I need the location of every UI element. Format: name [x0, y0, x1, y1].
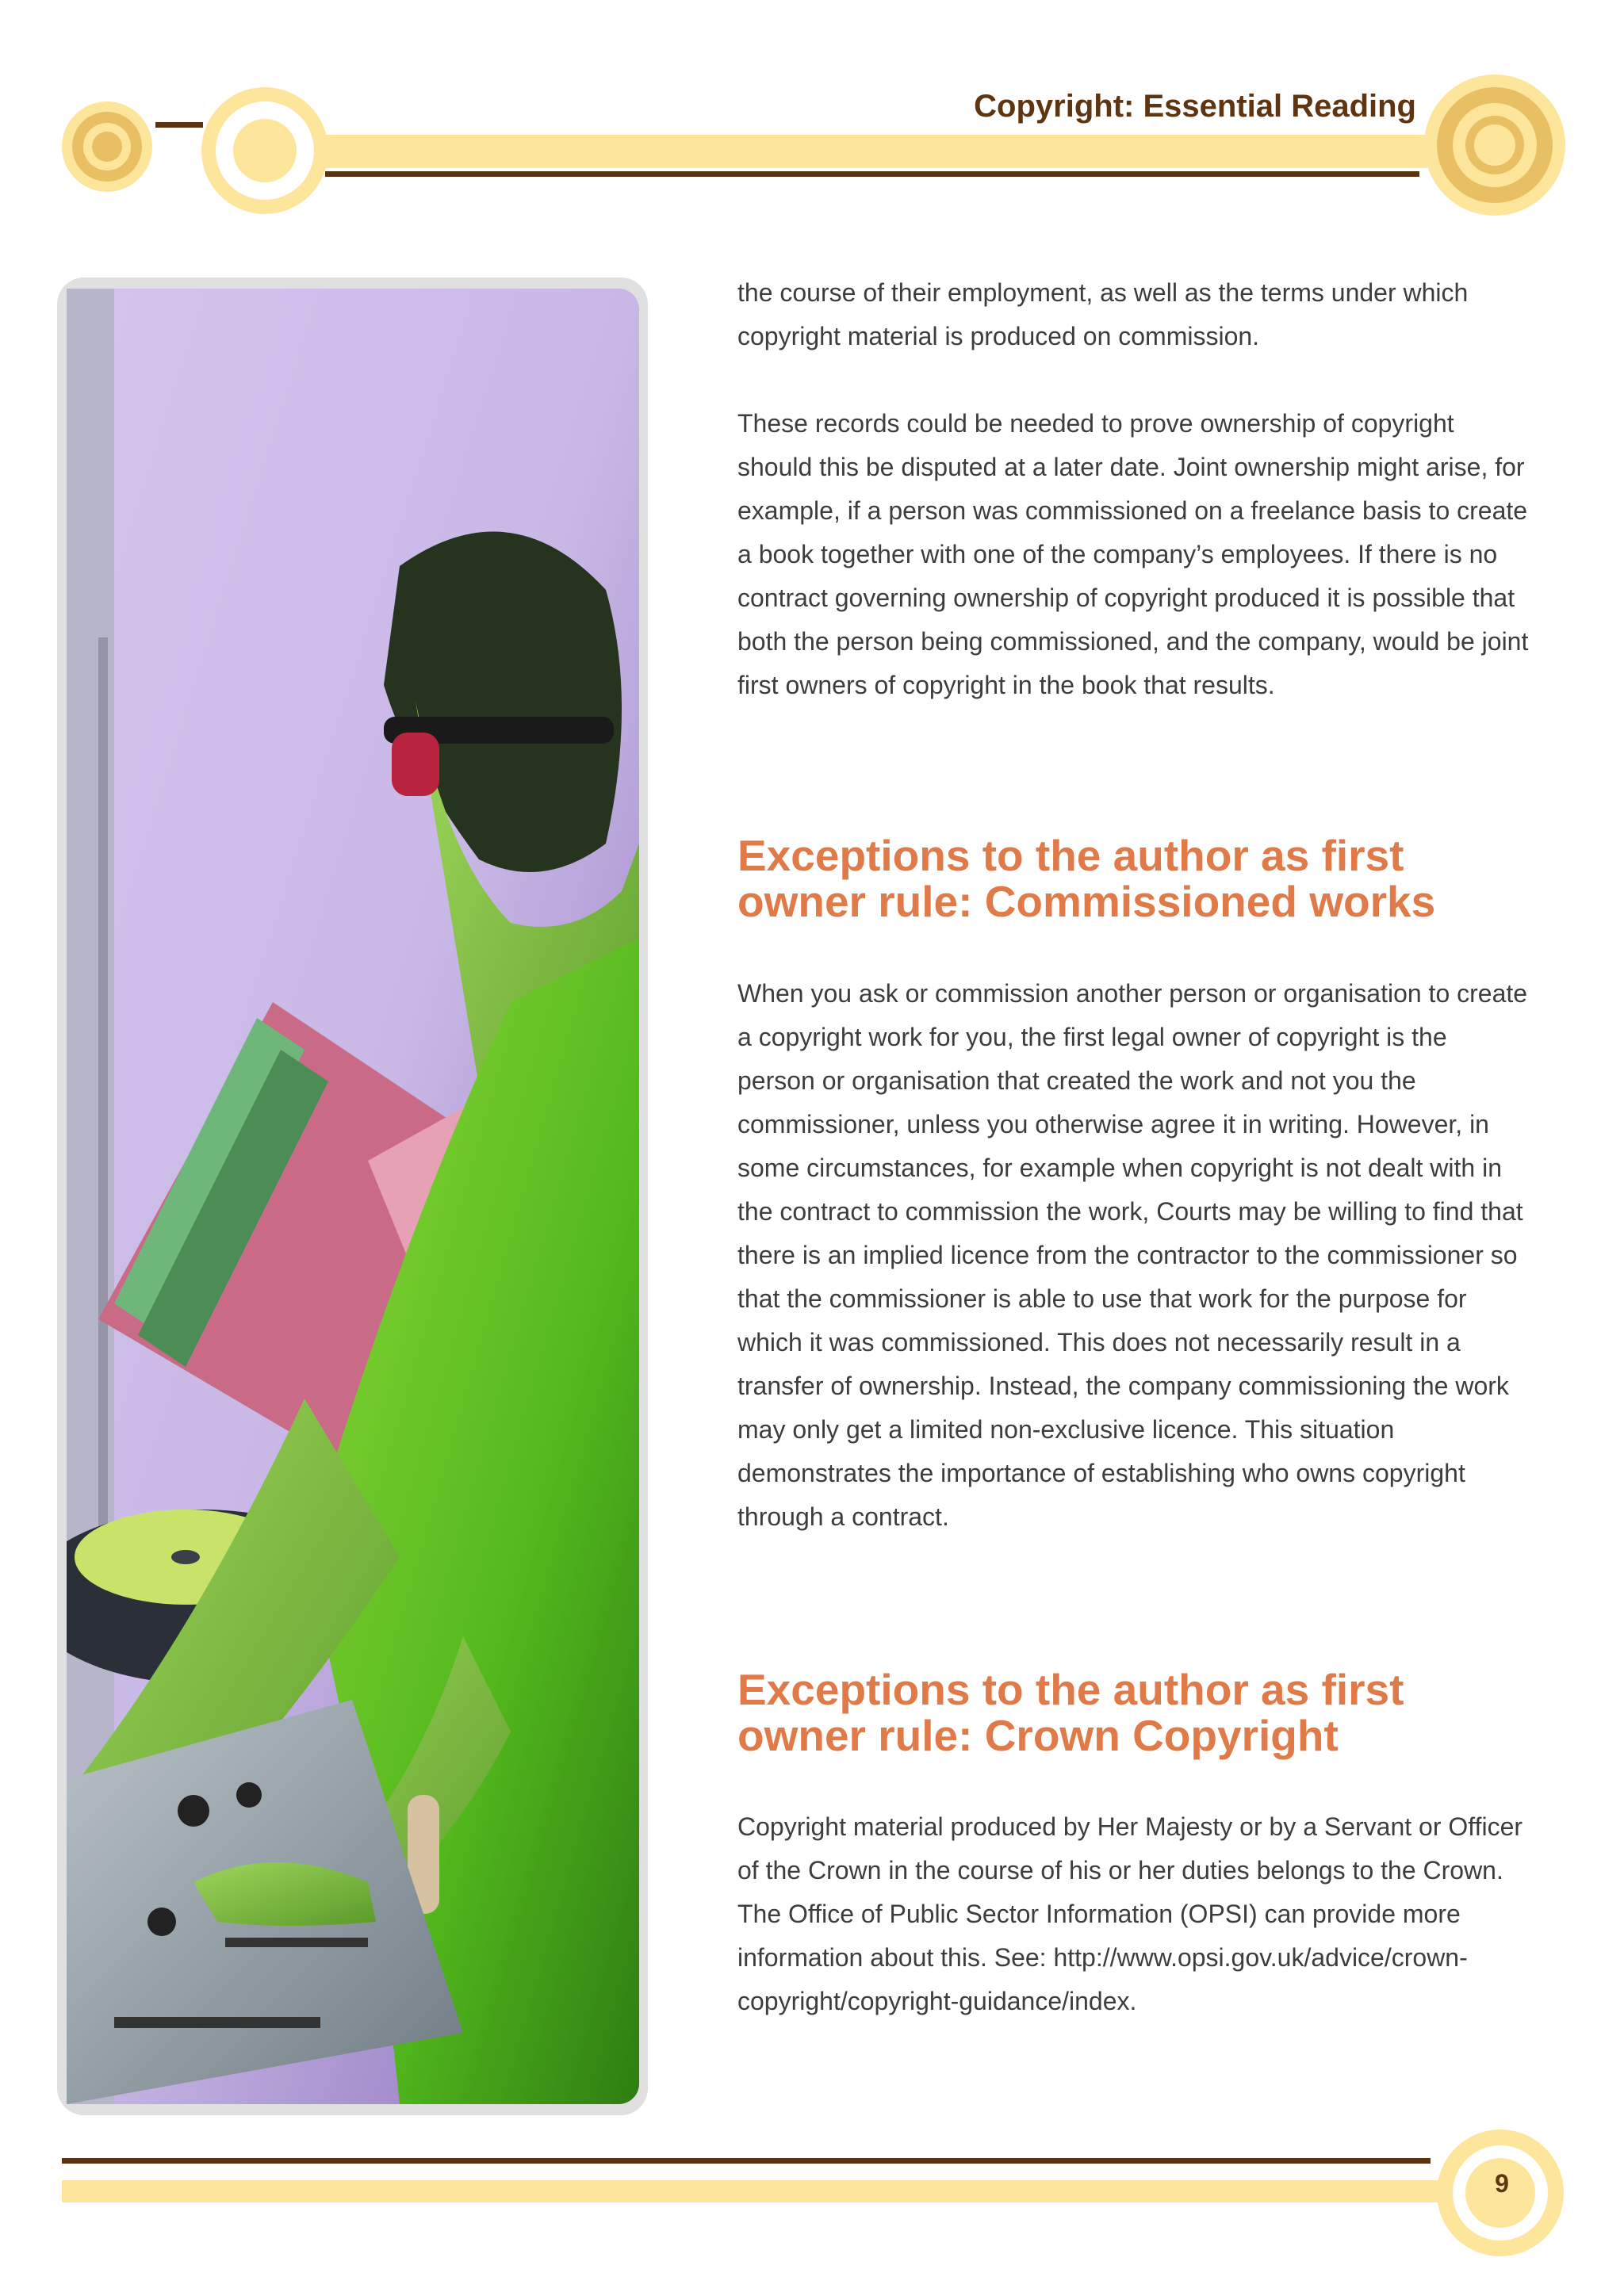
footer-band: [62, 2180, 1450, 2202]
header-ring-middle-icon: [201, 87, 328, 214]
header-rule: [325, 171, 1419, 177]
header-ring-right-icon: [1424, 75, 1565, 216]
heading-commissioned-works: Exceptions to the author as first owner rule: Commissioned works: [737, 831, 1436, 926]
header-band: [325, 135, 1427, 168]
header-title: Copyright: Essential Reading: [974, 89, 1416, 124]
header-dash: [155, 122, 203, 128]
paragraph-records: These records could be needed to prove ownership of copyright should this be disputed at a later date. Joint ownership might arise, for example, if a person was commissioned on a freelance basis to create a book together with one of the company’s employees. If there is no contract governing ownership of copyright produced it is possible that both the person being commissioned, and the company, would be joint first owners of copyright in the book that results.: [737, 409, 1529, 699]
paragraph-crown-copyright: Copyright material produced by Her Majesty or by a Servant or Officer of the Crown in the course of his or her duties belongs to the Crown. The Office of Public Sector Information (OPSI) can provide more information about this. See: http://www.opsi.gov.uk/advice/crown-copyright/copyright-guidance/index.: [737, 1812, 1523, 2015]
paragraph-intro: the course of their employment, as well as the terms under which copyright material is produced on commission.: [737, 278, 1469, 350]
dj-photo: [67, 289, 639, 2104]
page-number: 9: [1495, 2169, 1509, 2198]
paragraph-commissioned-works: When you ask or commission another person or organisation to create a copyright work for you, the first legal owner of copyright is the person or organisation that created the work and not you the commissioner, unless you otherwise agree it in writing. However, in some circumstances, for example when copyright is not dealt with in the contract to commission the work, Courts may be willing to find that there is an implied licence from the contractor to the commissioner so that the commissioner is able to use that work for the purpose for which it was commissioned. This does not necessarily result in a transfer of ownership. Instead, the company commissioning the work may only get a limited non-exclusive licence. This situation demonstrates the importance of establishing who owns copyright through a contract.: [737, 979, 1528, 1531]
footer-rule: [62, 2158, 1431, 2164]
header-ring-left-icon: [62, 101, 152, 192]
heading-crown-copyright: Exceptions to the author as first owner rule: Crown Copyright: [737, 1665, 1404, 1760]
